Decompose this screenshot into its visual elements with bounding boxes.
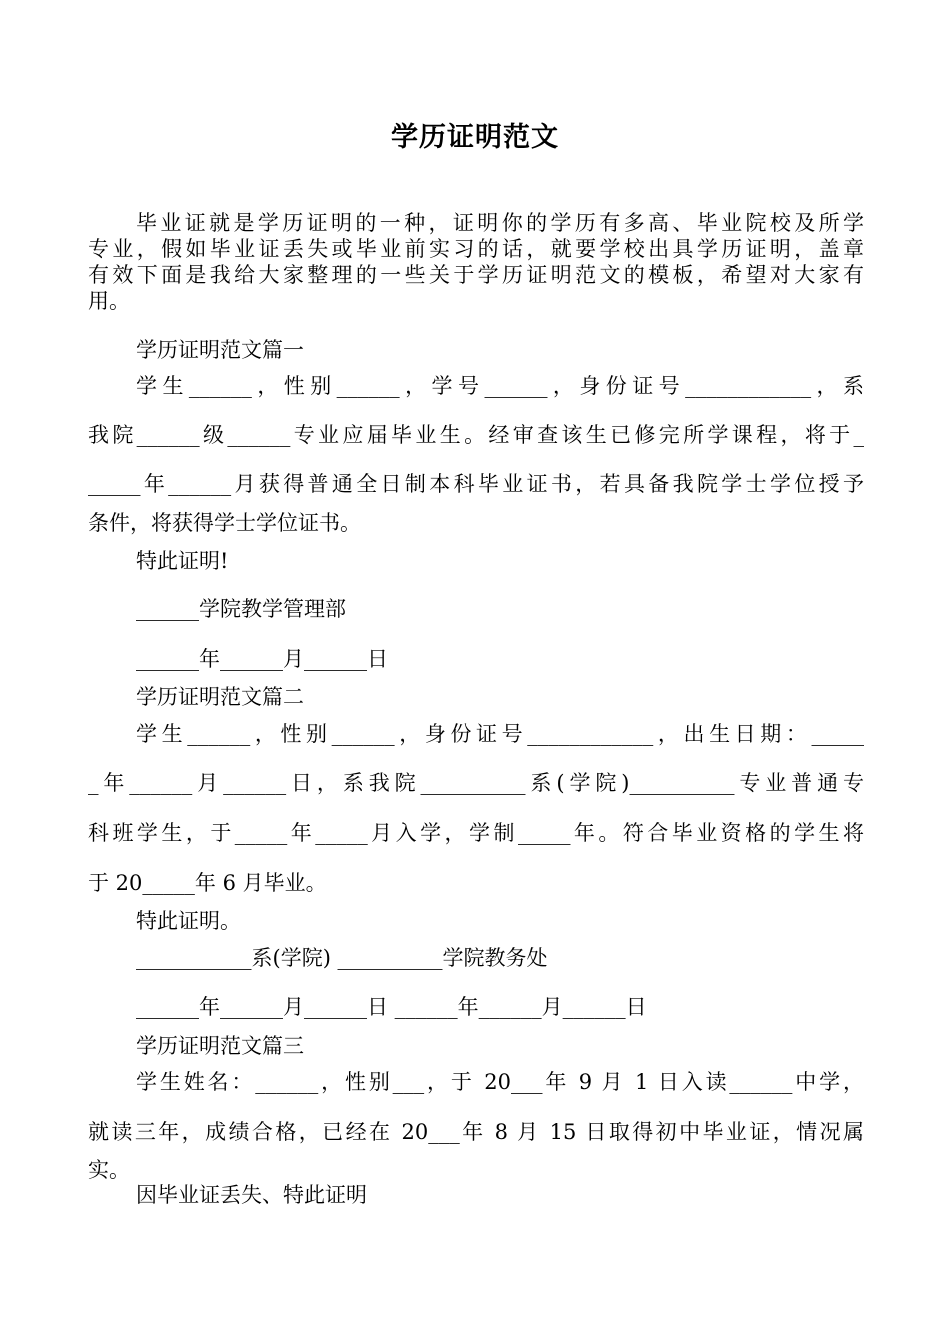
section2-line-3: 科班学生，于_____年_____月入学，学制_____年。符合毕业资格的学生将 [88,821,864,845]
section-heading-3: 学历证明范文篇三 [136,1034,304,1058]
section1-line-3: _____年______月获得普通全日制本科毕业证书，若具备我院学士学位授予 [88,472,864,496]
date-line-2: ______年______月______日 ______年______月______日 [136,995,647,1019]
intro-line-3: 有效下面是我给大家整理的一些关于学历证明范文的模板，希望对大家有 [88,263,864,287]
section2-line-2: _年______月______日，系我院__________系(学院)__________专业普通专 [88,771,864,795]
page-title: 学历证明范文 [391,122,559,153]
date-line-1: ______年______月______日 [136,647,388,671]
section-heading-2: 学历证明范文篇二 [136,685,304,709]
intro-line-2: 专业，假如毕业证丢失或毕业前实习的话，就要学校出具学历证明，盖章 [88,237,864,261]
certify-line-3: 因毕业证丢失、特此证明 [136,1183,367,1207]
section-heading-1: 学历证明范文篇一 [136,338,304,362]
intro-line-4: 用。 [88,289,130,313]
signature-dept-1: ______学院教学管理部 [136,597,346,621]
section2-line-1: 学生______，性别______，身份证号____________，出生日期：_____ [136,722,864,746]
section1-line-4: 条件，将获得学士学位证书。 [88,511,361,535]
intro-line-1: 毕业证就是学历证明的一种，证明你的学历有多高、毕业院校及所学 [136,211,864,235]
section1-line-2: 我院______级______专业应届毕业生。经审查该生已修完所学课程，将于_ [88,423,864,447]
signature-dept-2: ___________系(学院) __________学院教务处 [136,946,548,970]
section1-line-1: 学生______，性别______，学号______，身份证号____________，系 [136,374,864,398]
section3-line-3: 实。 [88,1158,130,1182]
section3-line-2: 就读三年，成绩合格，已经在 20___年 8 月 15 日取得初中毕业证，情况属 [88,1120,864,1144]
section2-line-4: 于 20_____年 6 月毕业。 [88,871,327,895]
certify-line-2: 特此证明。 [136,909,241,933]
certify-line-1: 特此证明! [136,549,229,573]
section3-line-1: 学生姓名：______，性别___，于 20___年 9 月 1 日入读______中学， [136,1070,864,1094]
